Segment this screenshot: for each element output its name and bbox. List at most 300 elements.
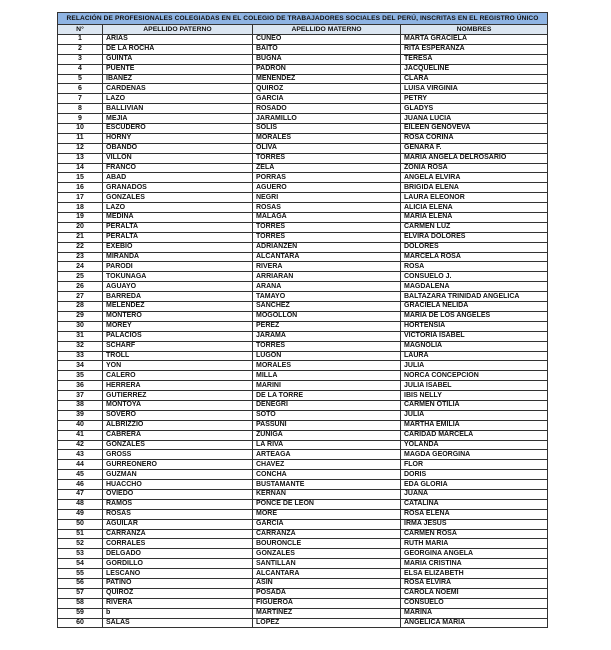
cell-number: 39 bbox=[58, 410, 103, 420]
cell-number: 37 bbox=[58, 391, 103, 401]
column-header-apellido-paterno: APELLIDO PATERNO bbox=[103, 25, 253, 35]
cell-nombres: RUTH MARIA bbox=[401, 539, 548, 549]
cell-apellido-materno: SANTILLAN bbox=[253, 559, 401, 569]
cell-nombres: TERESA bbox=[401, 54, 548, 64]
cell-apellido-materno: PADRON bbox=[253, 64, 401, 74]
cell-apellido-paterno: PATIÑO bbox=[103, 578, 253, 588]
table-row bbox=[58, 133, 548, 143]
table-row bbox=[58, 44, 548, 54]
table-row bbox=[58, 618, 548, 628]
cell-apellido-paterno: FRANCO bbox=[103, 163, 253, 173]
cell-number: 58 bbox=[58, 598, 103, 608]
cell-apellido-materno: ARRIARAN bbox=[253, 272, 401, 282]
cell-apellido-materno: DENEGRI bbox=[253, 400, 401, 410]
table-row bbox=[58, 371, 548, 381]
cell-apellido-materno: CARRANZA bbox=[253, 529, 401, 539]
cell-nombres: MARIA CRISTINA bbox=[401, 559, 548, 569]
cell-nombres: DORIS bbox=[401, 470, 548, 480]
table-row bbox=[58, 104, 548, 114]
cell-nombres: CONSUELO J. bbox=[401, 272, 548, 282]
cell-apellido-materno: MARINI bbox=[253, 381, 401, 391]
table-row bbox=[58, 539, 548, 549]
cell-apellido-materno: GARCIA bbox=[253, 94, 401, 104]
cell-number: 44 bbox=[58, 460, 103, 470]
cell-nombres: FLOR bbox=[401, 460, 548, 470]
cell-number: 28 bbox=[58, 302, 103, 312]
table-row bbox=[58, 282, 548, 292]
cell-nombres: CONSUELO bbox=[401, 598, 548, 608]
cell-apellido-paterno: OVIEDO bbox=[103, 489, 253, 499]
table-row bbox=[58, 391, 548, 401]
cell-apellido-materno: TORRES bbox=[253, 341, 401, 351]
cell-nombres: VICTORIA ISABEL bbox=[401, 331, 548, 341]
table-row bbox=[58, 569, 548, 579]
table-row bbox=[58, 35, 548, 45]
cell-number: 41 bbox=[58, 430, 103, 440]
cell-number: 18 bbox=[58, 203, 103, 213]
table-row bbox=[58, 460, 548, 470]
cell-apellido-materno: CHAVEZ bbox=[253, 460, 401, 470]
cell-apellido-paterno: MEJIA bbox=[103, 114, 253, 124]
table-row bbox=[58, 124, 548, 134]
cell-nombres: MARIA ANGELA DELROSARIO bbox=[401, 153, 548, 163]
cell-apellido-paterno: GROSS bbox=[103, 450, 253, 460]
cell-nombres: GLADYS bbox=[401, 104, 548, 114]
cell-nombres: IRMA JESUS bbox=[401, 519, 548, 529]
cell-number: 19 bbox=[58, 213, 103, 223]
cell-apellido-materno: TORRES bbox=[253, 232, 401, 242]
cell-apellido-paterno: PUENTE bbox=[103, 64, 253, 74]
cell-number: 59 bbox=[58, 608, 103, 618]
cell-apellido-paterno: CALERO bbox=[103, 371, 253, 381]
cell-apellido-materno: MARTINEZ bbox=[253, 608, 401, 618]
table-row bbox=[58, 213, 548, 223]
cell-nombres: RITA ESPERANZA bbox=[401, 44, 548, 54]
cell-apellido-materno: MORALES bbox=[253, 361, 401, 371]
cell-number: 32 bbox=[58, 341, 103, 351]
table-row bbox=[58, 549, 548, 559]
table-row bbox=[58, 183, 548, 193]
cell-number: 15 bbox=[58, 173, 103, 183]
cell-number: 31 bbox=[58, 331, 103, 341]
table-row bbox=[58, 311, 548, 321]
cell-apellido-materno: RIVERA bbox=[253, 262, 401, 272]
cell-number: 56 bbox=[58, 578, 103, 588]
cell-number: 49 bbox=[58, 509, 103, 519]
cell-apellido-materno: ALCANTARA bbox=[253, 252, 401, 262]
table-row bbox=[58, 351, 548, 361]
cell-number: 6 bbox=[58, 84, 103, 94]
cell-nombres: MAGNOLIA bbox=[401, 341, 548, 351]
cell-apellido-paterno: GUTIERREZ bbox=[103, 391, 253, 401]
cell-number: 7 bbox=[58, 94, 103, 104]
cell-apellido-materno: TAMAYO bbox=[253, 292, 401, 302]
cell-apellido-paterno: BARREDA bbox=[103, 292, 253, 302]
cell-nombres: CLARA bbox=[401, 74, 548, 84]
cell-apellido-paterno: MOREY bbox=[103, 321, 253, 331]
cell-apellido-paterno: PALACIOS bbox=[103, 331, 253, 341]
cell-number: 40 bbox=[58, 420, 103, 430]
cell-apellido-paterno: IBANEZ bbox=[103, 74, 253, 84]
cell-number: 12 bbox=[58, 143, 103, 153]
table-row bbox=[58, 341, 548, 351]
table-row bbox=[58, 529, 548, 539]
cell-apellido-paterno: PERALTA bbox=[103, 232, 253, 242]
cell-apellido-paterno: HERRERA bbox=[103, 381, 253, 391]
header-row bbox=[58, 25, 548, 35]
cell-nombres: ELSA ELIZABETH bbox=[401, 569, 548, 579]
cell-number: 11 bbox=[58, 133, 103, 143]
table-row bbox=[58, 331, 548, 341]
cell-apellido-paterno: CARRANZA bbox=[103, 529, 253, 539]
cell-number: 1 bbox=[58, 35, 103, 45]
cell-apellido-paterno: LAZO bbox=[103, 94, 253, 104]
cell-apellido-materno: MORE bbox=[253, 509, 401, 519]
cell-number: 8 bbox=[58, 104, 103, 114]
table-row bbox=[58, 410, 548, 420]
table-row bbox=[58, 114, 548, 124]
cell-number: 35 bbox=[58, 371, 103, 381]
cell-apellido-materno: AGUERO bbox=[253, 183, 401, 193]
cell-apellido-paterno: HORNY bbox=[103, 133, 253, 143]
cell-apellido-materno: ADRIANZEN bbox=[253, 242, 401, 252]
cell-apellido-materno: ZUNIGA bbox=[253, 430, 401, 440]
cell-apellido-materno: PASSUNI bbox=[253, 420, 401, 430]
cell-number: 57 bbox=[58, 588, 103, 598]
table-row bbox=[58, 440, 548, 450]
cell-nombres: NORCA CONCEPCION bbox=[401, 371, 548, 381]
table-row bbox=[58, 64, 548, 74]
cell-nombres: ELVIRA DOLORES bbox=[401, 232, 548, 242]
cell-apellido-paterno: GUINTA bbox=[103, 54, 253, 64]
cell-number: 24 bbox=[58, 262, 103, 272]
cell-number: 42 bbox=[58, 440, 103, 450]
cell-apellido-materno: JARAMILLO bbox=[253, 114, 401, 124]
cell-number: 27 bbox=[58, 292, 103, 302]
cell-apellido-paterno: CARDENAS bbox=[103, 84, 253, 94]
table-row bbox=[58, 252, 548, 262]
table-row bbox=[58, 153, 548, 163]
cell-apellido-paterno: MONTERO bbox=[103, 311, 253, 321]
cell-apellido-paterno: CORRALES bbox=[103, 539, 253, 549]
cell-nombres: CARMEN OTILIA bbox=[401, 400, 548, 410]
table-row bbox=[58, 292, 548, 302]
cell-apellido-paterno: MIRANDA bbox=[103, 252, 253, 262]
table-row bbox=[58, 74, 548, 84]
cell-number: 4 bbox=[58, 64, 103, 74]
cell-apellido-paterno: VILLON bbox=[103, 153, 253, 163]
cell-apellido-paterno: RIVERA bbox=[103, 598, 253, 608]
cell-number: 5 bbox=[58, 74, 103, 84]
cell-apellido-materno: MALAGA bbox=[253, 213, 401, 223]
cell-apellido-paterno: ESCUDERO bbox=[103, 124, 253, 134]
cell-apellido-materno: ROSADO bbox=[253, 104, 401, 114]
cell-apellido-materno: ZELA bbox=[253, 163, 401, 173]
cell-apellido-paterno: SALAS bbox=[103, 618, 253, 628]
cell-number: 43 bbox=[58, 450, 103, 460]
cell-apellido-materno: ALCANTARA bbox=[253, 569, 401, 579]
cell-nombres: CAROLA NOEMI bbox=[401, 588, 548, 598]
cell-apellido-materno: BAITO bbox=[253, 44, 401, 54]
cell-apellido-paterno: QUIROZ bbox=[103, 588, 253, 598]
cell-apellido-materno: ARTEAGA bbox=[253, 450, 401, 460]
cell-apellido-paterno: RAMOS bbox=[103, 499, 253, 509]
cell-apellido-materno: SOLIS bbox=[253, 124, 401, 134]
table-row bbox=[58, 588, 548, 598]
table-row bbox=[58, 222, 548, 232]
cell-apellido-paterno: YON bbox=[103, 361, 253, 371]
cell-apellido-paterno: GUZMAN bbox=[103, 470, 253, 480]
cell-apellido-paterno: LESCANO bbox=[103, 569, 253, 579]
cell-nombres: ALICIA ELENA bbox=[401, 203, 548, 213]
cell-apellido-paterno: MELENDEZ bbox=[103, 302, 253, 312]
cell-apellido-materno: ROSAS bbox=[253, 203, 401, 213]
cell-apellido-paterno: ABAD bbox=[103, 173, 253, 183]
cell-number: 47 bbox=[58, 489, 103, 499]
cell-number: 38 bbox=[58, 400, 103, 410]
table-row bbox=[58, 361, 548, 371]
table-row bbox=[58, 400, 548, 410]
table-row bbox=[58, 578, 548, 588]
cell-nombres: LUISA VIRGINIA bbox=[401, 84, 548, 94]
cell-number: 52 bbox=[58, 539, 103, 549]
table-row bbox=[58, 262, 548, 272]
cell-number: 20 bbox=[58, 222, 103, 232]
cell-number: 55 bbox=[58, 569, 103, 579]
cell-nombres: YOLANDA bbox=[401, 440, 548, 450]
cell-apellido-materno: LOPEZ bbox=[253, 618, 401, 628]
cell-number: 10 bbox=[58, 124, 103, 134]
cell-nombres: HORTENSIA bbox=[401, 321, 548, 331]
cell-nombres: LAURA ELEONOR bbox=[401, 193, 548, 203]
table-row bbox=[58, 450, 548, 460]
cell-nombres: ROSA CORINA bbox=[401, 133, 548, 143]
table-row bbox=[58, 193, 548, 203]
cell-apellido-materno: POSADA bbox=[253, 588, 401, 598]
table-row bbox=[58, 420, 548, 430]
cell-apellido-materno: GARCIA bbox=[253, 519, 401, 529]
cell-apellido-materno: MOGOLLON bbox=[253, 311, 401, 321]
cell-number: 36 bbox=[58, 381, 103, 391]
cell-number: 29 bbox=[58, 311, 103, 321]
cell-apellido-paterno: HUACCHO bbox=[103, 480, 253, 490]
table-title: RELACIÓN DE PROFESIONALES COLEGIADAS EN EL COLEGIO DE TRABAJADORES SOCIALES DEL PERÚ, INSCRITAS EN EL REGISTRO ÚNICO bbox=[58, 13, 548, 25]
cell-nombres: JUANA bbox=[401, 489, 548, 499]
cell-apellido-paterno: MONTOYA bbox=[103, 400, 253, 410]
table-row bbox=[58, 321, 548, 331]
table-row bbox=[58, 489, 548, 499]
cell-apellido-materno: BOURONCLE bbox=[253, 539, 401, 549]
cell-apellido-paterno: AGUAYO bbox=[103, 282, 253, 292]
cell-apellido-paterno: GORDILLO bbox=[103, 559, 253, 569]
cell-nombres: PETRY bbox=[401, 94, 548, 104]
table-row bbox=[58, 381, 548, 391]
cell-nombres: MARCELA ROSA bbox=[401, 252, 548, 262]
cell-nombres: BALTAZARA TRINIDAD ANGELICA bbox=[401, 292, 548, 302]
cell-apellido-paterno: PERALTA bbox=[103, 222, 253, 232]
cell-number: 14 bbox=[58, 163, 103, 173]
cell-apellido-paterno: CABRERA bbox=[103, 430, 253, 440]
table-row bbox=[58, 470, 548, 480]
cell-apellido-paterno: OBANDO bbox=[103, 143, 253, 153]
cell-apellido-paterno: PARODI bbox=[103, 262, 253, 272]
cell-apellido-materno: JARAMA bbox=[253, 331, 401, 341]
cell-apellido-materno: SOTO bbox=[253, 410, 401, 420]
cell-nombres: ROSA bbox=[401, 262, 548, 272]
cell-apellido-materno: LA RIVA bbox=[253, 440, 401, 450]
cell-number: 26 bbox=[58, 282, 103, 292]
cell-nombres: EILEEN GENOVEVA bbox=[401, 124, 548, 134]
cell-apellido-materno: SANCHEZ bbox=[253, 302, 401, 312]
cell-nombres: CARMEN ROSA bbox=[401, 529, 548, 539]
cell-apellido-paterno: TROLL bbox=[103, 351, 253, 361]
cell-number: 60 bbox=[58, 618, 103, 628]
table-row bbox=[58, 519, 548, 529]
cell-apellido-materno: ASIN bbox=[253, 578, 401, 588]
cell-apellido-materno: PONCE DE LEON bbox=[253, 499, 401, 509]
cell-apellido-materno: CUNEO bbox=[253, 35, 401, 45]
cell-apellido-paterno: LAZO bbox=[103, 203, 253, 213]
registry-table bbox=[57, 12, 548, 628]
table-row bbox=[58, 203, 548, 213]
cell-nombres: MARINA bbox=[401, 608, 548, 618]
cell-nombres: CATALINA bbox=[401, 499, 548, 509]
cell-apellido-paterno: SCHARF bbox=[103, 341, 253, 351]
table-row bbox=[58, 272, 548, 282]
table-row bbox=[58, 54, 548, 64]
cell-number: 50 bbox=[58, 519, 103, 529]
table-row bbox=[58, 163, 548, 173]
cell-nombres: ZONIA ROSA bbox=[401, 163, 548, 173]
cell-apellido-paterno: BALLIVIAN bbox=[103, 104, 253, 114]
cell-apellido-paterno: SOVERO bbox=[103, 410, 253, 420]
table-row bbox=[58, 84, 548, 94]
cell-apellido-paterno: MEDINA bbox=[103, 213, 253, 223]
cell-nombres: GRACIELA NELIDA bbox=[401, 302, 548, 312]
cell-number: 34 bbox=[58, 361, 103, 371]
table-row bbox=[58, 559, 548, 569]
cell-apellido-materno: FIGUEROA bbox=[253, 598, 401, 608]
cell-nombres: ANGELA ELVIRA bbox=[401, 173, 548, 183]
cell-nombres: MAGDA GEORGINA bbox=[401, 450, 548, 460]
cell-apellido-materno: PEREZ bbox=[253, 321, 401, 331]
cell-apellido-materno: ARANA bbox=[253, 282, 401, 292]
cell-nombres: ANGELICA MARIA bbox=[401, 618, 548, 628]
table-row bbox=[58, 94, 548, 104]
cell-apellido-materno: OLIVA bbox=[253, 143, 401, 153]
table-row bbox=[58, 598, 548, 608]
cell-apellido-paterno: ARIAS bbox=[103, 35, 253, 45]
cell-apellido-paterno: GRANADOS bbox=[103, 183, 253, 193]
cell-apellido-materno: CONCHA bbox=[253, 470, 401, 480]
cell-number: 23 bbox=[58, 252, 103, 262]
cell-apellido-paterno: GURREONERO bbox=[103, 460, 253, 470]
cell-number: 17 bbox=[58, 193, 103, 203]
cell-apellido-materno: MORALES bbox=[253, 133, 401, 143]
cell-apellido-paterno: EXEBIO bbox=[103, 242, 253, 252]
cell-nombres: MARIA ELENA bbox=[401, 213, 548, 223]
table-row bbox=[58, 608, 548, 618]
cell-number: 16 bbox=[58, 183, 103, 193]
cell-apellido-materno: NEGRI bbox=[253, 193, 401, 203]
cell-number: 46 bbox=[58, 480, 103, 490]
cell-apellido-paterno: ROSAS bbox=[103, 509, 253, 519]
cell-number: 21 bbox=[58, 232, 103, 242]
cell-nombres: CARMEN LUZ bbox=[401, 222, 548, 232]
cell-apellido-materno: GONZALES bbox=[253, 549, 401, 559]
cell-nombres: JULIA bbox=[401, 410, 548, 420]
column-header-apellido-materno: APELLIDO MATERNO bbox=[253, 25, 401, 35]
cell-number: 25 bbox=[58, 272, 103, 282]
cell-nombres: CARIDAD MARCELA bbox=[401, 430, 548, 440]
cell-nombres: DOLORES bbox=[401, 242, 548, 252]
cell-apellido-paterno: GONZALES bbox=[103, 193, 253, 203]
column-header-number: N° bbox=[58, 25, 103, 35]
cell-apellido-materno: MILLA bbox=[253, 371, 401, 381]
table-row bbox=[58, 509, 548, 519]
cell-number: 3 bbox=[58, 54, 103, 64]
cell-nombres: ROSA ELENA bbox=[401, 509, 548, 519]
cell-apellido-materno: BUSTAMANTE bbox=[253, 480, 401, 490]
cell-nombres: MARIA DE LOS ANGELES bbox=[401, 311, 548, 321]
cell-apellido-paterno: DELGADO bbox=[103, 549, 253, 559]
table-body bbox=[58, 35, 548, 628]
cell-nombres: GENARA F. bbox=[401, 143, 548, 153]
cell-number: 13 bbox=[58, 153, 103, 163]
cell-apellido-materno: TORRES bbox=[253, 153, 401, 163]
cell-nombres: ROSA ELVIRA bbox=[401, 578, 548, 588]
cell-apellido-paterno: b bbox=[103, 608, 253, 618]
cell-number: 45 bbox=[58, 470, 103, 480]
table-row bbox=[58, 430, 548, 440]
cell-apellido-materno: QUIROZ bbox=[253, 84, 401, 94]
cell-apellido-materno: PORRAS bbox=[253, 173, 401, 183]
cell-apellido-paterno: DE LA ROCHA bbox=[103, 44, 253, 54]
table-row bbox=[58, 143, 548, 153]
cell-number: 33 bbox=[58, 351, 103, 361]
cell-number: 30 bbox=[58, 321, 103, 331]
table-row bbox=[58, 173, 548, 183]
cell-nombres: MAGDALENA bbox=[401, 282, 548, 292]
cell-apellido-paterno: AGUILAR bbox=[103, 519, 253, 529]
cell-nombres: LAURA bbox=[401, 351, 548, 361]
cell-number: 54 bbox=[58, 559, 103, 569]
cell-number: 9 bbox=[58, 114, 103, 124]
cell-nombres: GEORGINA ANGELA bbox=[401, 549, 548, 559]
cell-number: 48 bbox=[58, 499, 103, 509]
cell-nombres: JULIA bbox=[401, 361, 548, 371]
cell-apellido-paterno: TOKUNAGA bbox=[103, 272, 253, 282]
registry-sheet bbox=[57, 12, 547, 628]
cell-number: 22 bbox=[58, 242, 103, 252]
cell-apellido-materno: BUGNA bbox=[253, 54, 401, 64]
cell-nombres: MARTHA EMILIA bbox=[401, 420, 548, 430]
table-row bbox=[58, 242, 548, 252]
cell-nombres: BRIGIDA ELENA bbox=[401, 183, 548, 193]
table-row bbox=[58, 480, 548, 490]
cell-nombres: IBIS NELLY bbox=[401, 391, 548, 401]
cell-apellido-materno: DE LA TORRE bbox=[253, 391, 401, 401]
cell-apellido-materno: KERNAN bbox=[253, 489, 401, 499]
cell-number: 53 bbox=[58, 549, 103, 559]
table-row bbox=[58, 499, 548, 509]
cell-nombres: EDA GLORIA bbox=[401, 480, 548, 490]
cell-number: 2 bbox=[58, 44, 103, 54]
cell-nombres: JULIA ISABEL bbox=[401, 381, 548, 391]
table-row bbox=[58, 302, 548, 312]
column-header-nombres: NOMBRES bbox=[401, 25, 548, 35]
cell-apellido-paterno: ALBRIZZIO bbox=[103, 420, 253, 430]
